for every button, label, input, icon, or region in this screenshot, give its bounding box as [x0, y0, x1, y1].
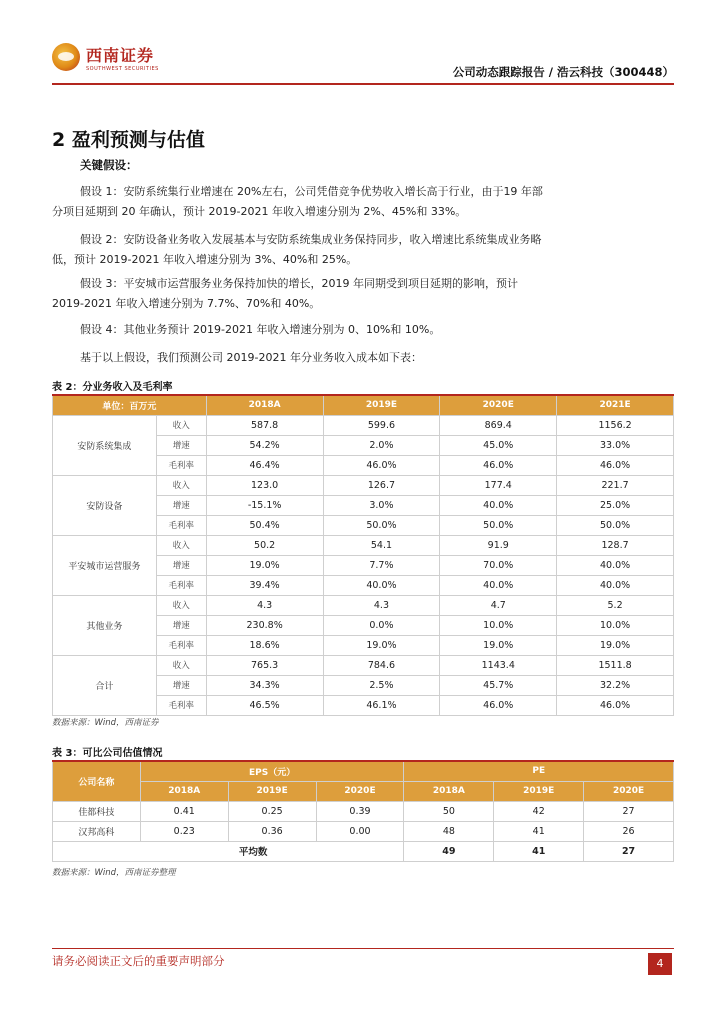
table-cell: 45.0%: [440, 435, 557, 455]
segment-name: 合计: [53, 655, 157, 715]
table-row: [53, 415, 674, 435]
segment-table-body: [53, 415, 674, 715]
table-cell: 19.0%: [440, 635, 557, 655]
pe-cell: 41: [494, 821, 584, 841]
table-cell: 3.0%: [323, 495, 440, 515]
metric-label: 增速: [156, 435, 206, 455]
table-cell: 40.0%: [440, 575, 557, 595]
table-cell: 46.5%: [206, 695, 323, 715]
year-header: 2018A: [206, 395, 323, 415]
year-header: 2021E: [557, 395, 674, 415]
eps-cell: 0.23: [140, 821, 228, 841]
year-header: 2020E: [584, 781, 674, 801]
segment-name: 平安城市运营服务: [53, 535, 157, 595]
pe-cell: 27: [584, 801, 674, 821]
table-cell: 0.0%: [323, 615, 440, 635]
table-row: [53, 655, 674, 675]
table-cell: 46.4%: [206, 455, 323, 475]
average-pe-cell: 41: [494, 841, 584, 861]
table-cell: 869.4: [440, 415, 557, 435]
company-header: 公司名称: [53, 761, 141, 801]
table-cell: 33.0%: [557, 435, 674, 455]
metric-label: 毛利率: [156, 635, 206, 655]
segment-revenue-table: [52, 394, 674, 716]
table-cell: 2.0%: [323, 435, 440, 455]
metric-label: 毛利率: [156, 455, 206, 475]
table-cell: 46.0%: [440, 695, 557, 715]
company-name: 汉邦高科: [53, 821, 141, 841]
valuation-table: [52, 760, 674, 862]
metric-label: 毛利率: [156, 575, 206, 595]
table-cell: 599.6: [323, 415, 440, 435]
segment-name: 其他业务: [53, 595, 157, 655]
table-cell: 123.0: [206, 475, 323, 495]
table-cell: 50.0%: [557, 515, 674, 535]
table-cell: 10.0%: [557, 615, 674, 635]
year-header: 2020E: [440, 395, 557, 415]
table-cell: 4.3: [323, 595, 440, 615]
year-header: 2018A: [404, 781, 494, 801]
table-cell: 46.1%: [323, 695, 440, 715]
table-cell: 70.0%: [440, 555, 557, 575]
table-cell: 765.3: [206, 655, 323, 675]
pe-header: PE: [404, 761, 674, 781]
assumption-2: 假设 2：安防设备业务收入发展基本与安防系统集成业务保持同步，收入增速比系统集成业务略低，预计 2019-2021 年收入增速分别为 3%、40%和 25%。: [52, 233, 542, 266]
table-cell: 39.4%: [206, 575, 323, 595]
table-cell: 19.0%: [206, 555, 323, 575]
segment-name: 安防系统集成: [53, 415, 157, 475]
logo-subtitle: SOUTHWEST SECURITIES: [86, 66, 159, 72]
table-cell: 221.7: [557, 475, 674, 495]
unit-header: 单位：百万元: [53, 395, 207, 415]
table-cell: 50.0%: [323, 515, 440, 535]
table-cell: 230.8%: [206, 615, 323, 635]
table-cell: 54.1: [323, 535, 440, 555]
year-header: 2019E: [323, 395, 440, 415]
table-cell: 1156.2: [557, 415, 674, 435]
section-title: 2 盈利预测与估值: [52, 129, 205, 151]
table-cell: 40.0%: [557, 575, 674, 595]
table-row: [53, 801, 674, 821]
disclaimer-note: 请务必阅读正文后的重要声明部分: [52, 954, 225, 968]
average-pe-cell: 27: [584, 841, 674, 861]
table-cell: 40.0%: [440, 495, 557, 515]
table-row: [53, 821, 674, 841]
pe-cell: 42: [494, 801, 584, 821]
assumption-4: 假设 4：其他业务预计 2019-2021 年收入增速分别为 0、10%和 10%。: [80, 323, 441, 336]
logo-icon: [52, 43, 80, 71]
table-cell: 10.0%: [440, 615, 557, 635]
eps-cell: 0.39: [316, 801, 404, 821]
pe-cell: 48: [404, 821, 494, 841]
table-cell: 46.0%: [440, 455, 557, 475]
table-row: [53, 535, 674, 555]
metric-label: 增速: [156, 675, 206, 695]
metric-label: 增速: [156, 615, 206, 635]
metric-label: 收入: [156, 415, 206, 435]
pe-cell: 50: [404, 801, 494, 821]
table-cell: 50.0%: [440, 515, 557, 535]
table-cell: 34.3%: [206, 675, 323, 695]
eps-cell: 0.41: [140, 801, 228, 821]
table-cell: 50.4%: [206, 515, 323, 535]
table-cell: -15.1%: [206, 495, 323, 515]
table-cell: 4.7: [440, 595, 557, 615]
assumption-3: 假设 3：平安城市运营服务业务保持加快的增长，2019 年同期受到项目延期的影响，预计 2019-2021 年收入增速分别为 7.7%、70%和 40%。: [52, 277, 518, 310]
footer-divider: [52, 948, 674, 949]
table-cell: 18.6%: [206, 635, 323, 655]
page-number: 4: [648, 953, 672, 975]
metric-label: 增速: [156, 555, 206, 575]
table-row: [53, 595, 674, 615]
metric-label: 增速: [156, 495, 206, 515]
key-assumptions-title: 关键假设：: [80, 158, 138, 172]
year-header: 2019E: [494, 781, 584, 801]
table-cell: 25.0%: [557, 495, 674, 515]
table-cell: 587.8: [206, 415, 323, 435]
average-row: [53, 841, 674, 861]
eps-cell: 0.36: [228, 821, 316, 841]
table-cell: 126.7: [323, 475, 440, 495]
metric-label: 毛利率: [156, 515, 206, 535]
metric-label: 毛利率: [156, 695, 206, 715]
metric-label: 收入: [156, 475, 206, 495]
table-cell: 46.0%: [323, 455, 440, 475]
table-cell: 45.7%: [440, 675, 557, 695]
pe-cell: 26: [584, 821, 674, 841]
metric-label: 收入: [156, 595, 206, 615]
table-cell: 2.5%: [323, 675, 440, 695]
table-cell: 19.0%: [557, 635, 674, 655]
table-cell: 40.0%: [323, 575, 440, 595]
table3-caption: 表 3：可比公司估值情况: [52, 748, 163, 759]
table-cell: 19.0%: [323, 635, 440, 655]
table-cell: 7.7%: [323, 555, 440, 575]
header-divider: [52, 83, 674, 85]
assumption-1: 假设 1：安防系统集行业增速在 20%左右，公司凭借竞争优势收入增长高于行业，由于19 年部分项目延期到 20 年确认，预计 2019-2021 年收入增速分别为 2%、45%和 33%。: [52, 185, 543, 218]
metric-label: 收入: [156, 535, 206, 555]
report-title: 公司动态跟踪报告 / 浩云科技（300448）: [452, 65, 674, 79]
table-cell: 1511.8: [557, 655, 674, 675]
metric-label: 收入: [156, 655, 206, 675]
assumption-summary: 基于以上假设，我们预测公司 2019-2021 年分业务收入成本如下表：: [80, 351, 422, 364]
eps-cell: 0.00: [316, 821, 404, 841]
year-header: 2018A: [140, 781, 228, 801]
segment-name: 安防设备: [53, 475, 157, 535]
average-pe-cell: 49: [404, 841, 494, 861]
table-cell: 128.7: [557, 535, 674, 555]
table-cell: 54.2%: [206, 435, 323, 455]
table3-source: 数据来源：Wind，西南证券整理: [52, 868, 176, 878]
table-cell: 46.0%: [557, 695, 674, 715]
table-cell: 4.3: [206, 595, 323, 615]
eps-cell: 0.25: [228, 801, 316, 821]
eps-header: EPS（元）: [140, 761, 404, 781]
average-label: 平均数: [53, 841, 404, 861]
table2-caption: 表 2：分业务收入及毛利率: [52, 382, 173, 393]
table-cell: 40.0%: [557, 555, 674, 575]
table2-source: 数据来源：Wind，西南证券: [52, 718, 159, 728]
company-name: 佳都科技: [53, 801, 141, 821]
table-cell: 91.9: [440, 535, 557, 555]
table-cell: 784.6: [323, 655, 440, 675]
logo-name: 西南证券: [86, 46, 155, 65]
table-cell: 5.2: [557, 595, 674, 615]
table-cell: 50.2: [206, 535, 323, 555]
valuation-table-body: [53, 801, 674, 861]
year-header: 2020E: [316, 781, 404, 801]
table-row: [53, 475, 674, 495]
table-cell: 32.2%: [557, 675, 674, 695]
table-cell: 177.4: [440, 475, 557, 495]
year-header: 2019E: [228, 781, 316, 801]
table-cell: 46.0%: [557, 455, 674, 475]
table-cell: 1143.4: [440, 655, 557, 675]
